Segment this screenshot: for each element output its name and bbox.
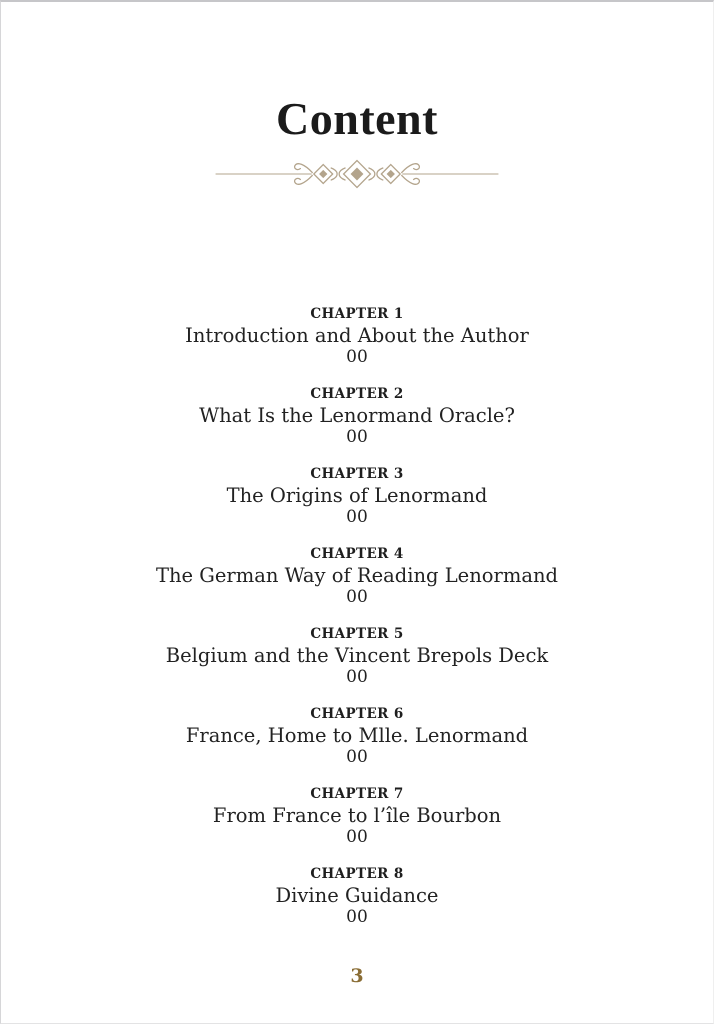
- toc-entry: [1, 785, 713, 848]
- page-title: Content: [276, 93, 438, 144]
- toc-entry: [1, 545, 713, 608]
- chapter-title: Belgium and the Vincent Brepols Deck: [165, 643, 549, 667]
- chapter-page-number: 00: [346, 426, 368, 447]
- chapter-title: The German Way of Reading Lenormand: [155, 563, 559, 587]
- chapter-label: CHAPTER 8: [310, 865, 404, 882]
- chapter-title: From France to l’île Bourbon: [212, 803, 502, 827]
- page-number: 3: [350, 965, 364, 987]
- toc-entry: [1, 385, 713, 448]
- toc-entry: [1, 865, 713, 928]
- chapter-page-number: 00: [346, 346, 368, 367]
- toc-entry: [1, 305, 713, 368]
- chapter-page-number: 00: [346, 506, 368, 527]
- chapter-page-number: 00: [346, 666, 368, 687]
- chapter-label: CHAPTER 3: [310, 465, 404, 482]
- chapter-label: CHAPTER 5: [310, 625, 404, 642]
- chapter-title: Divine Guidance: [275, 883, 439, 907]
- toc-entry: [1, 705, 713, 768]
- chapter-title: What Is the Lenormand Oracle?: [199, 403, 515, 427]
- toc-entry: [1, 625, 713, 688]
- table-of-contents: [1, 305, 713, 928]
- toc-entry: [1, 465, 713, 528]
- chapter-page-number: 00: [346, 826, 368, 847]
- chapter-title: The Origins of Lenormand: [226, 483, 488, 507]
- chapter-label: CHAPTER 1: [310, 305, 404, 322]
- chapter-page-number: 00: [346, 746, 368, 767]
- chapter-label: CHAPTER 2: [310, 385, 404, 402]
- chapter-label: CHAPTER 4: [310, 545, 404, 562]
- chapter-title: France, Home to Mlle. Lenormand: [185, 723, 529, 747]
- chapter-label: CHAPTER 6: [310, 705, 404, 722]
- chapter-page-number: 00: [346, 586, 368, 607]
- chapter-title: Introduction and About the Author: [185, 323, 529, 347]
- title-divider: [1, 155, 713, 193]
- ornament-divider-icon: [213, 155, 501, 193]
- chapter-label: CHAPTER 7: [310, 785, 404, 802]
- chapter-page-number: 00: [346, 906, 368, 927]
